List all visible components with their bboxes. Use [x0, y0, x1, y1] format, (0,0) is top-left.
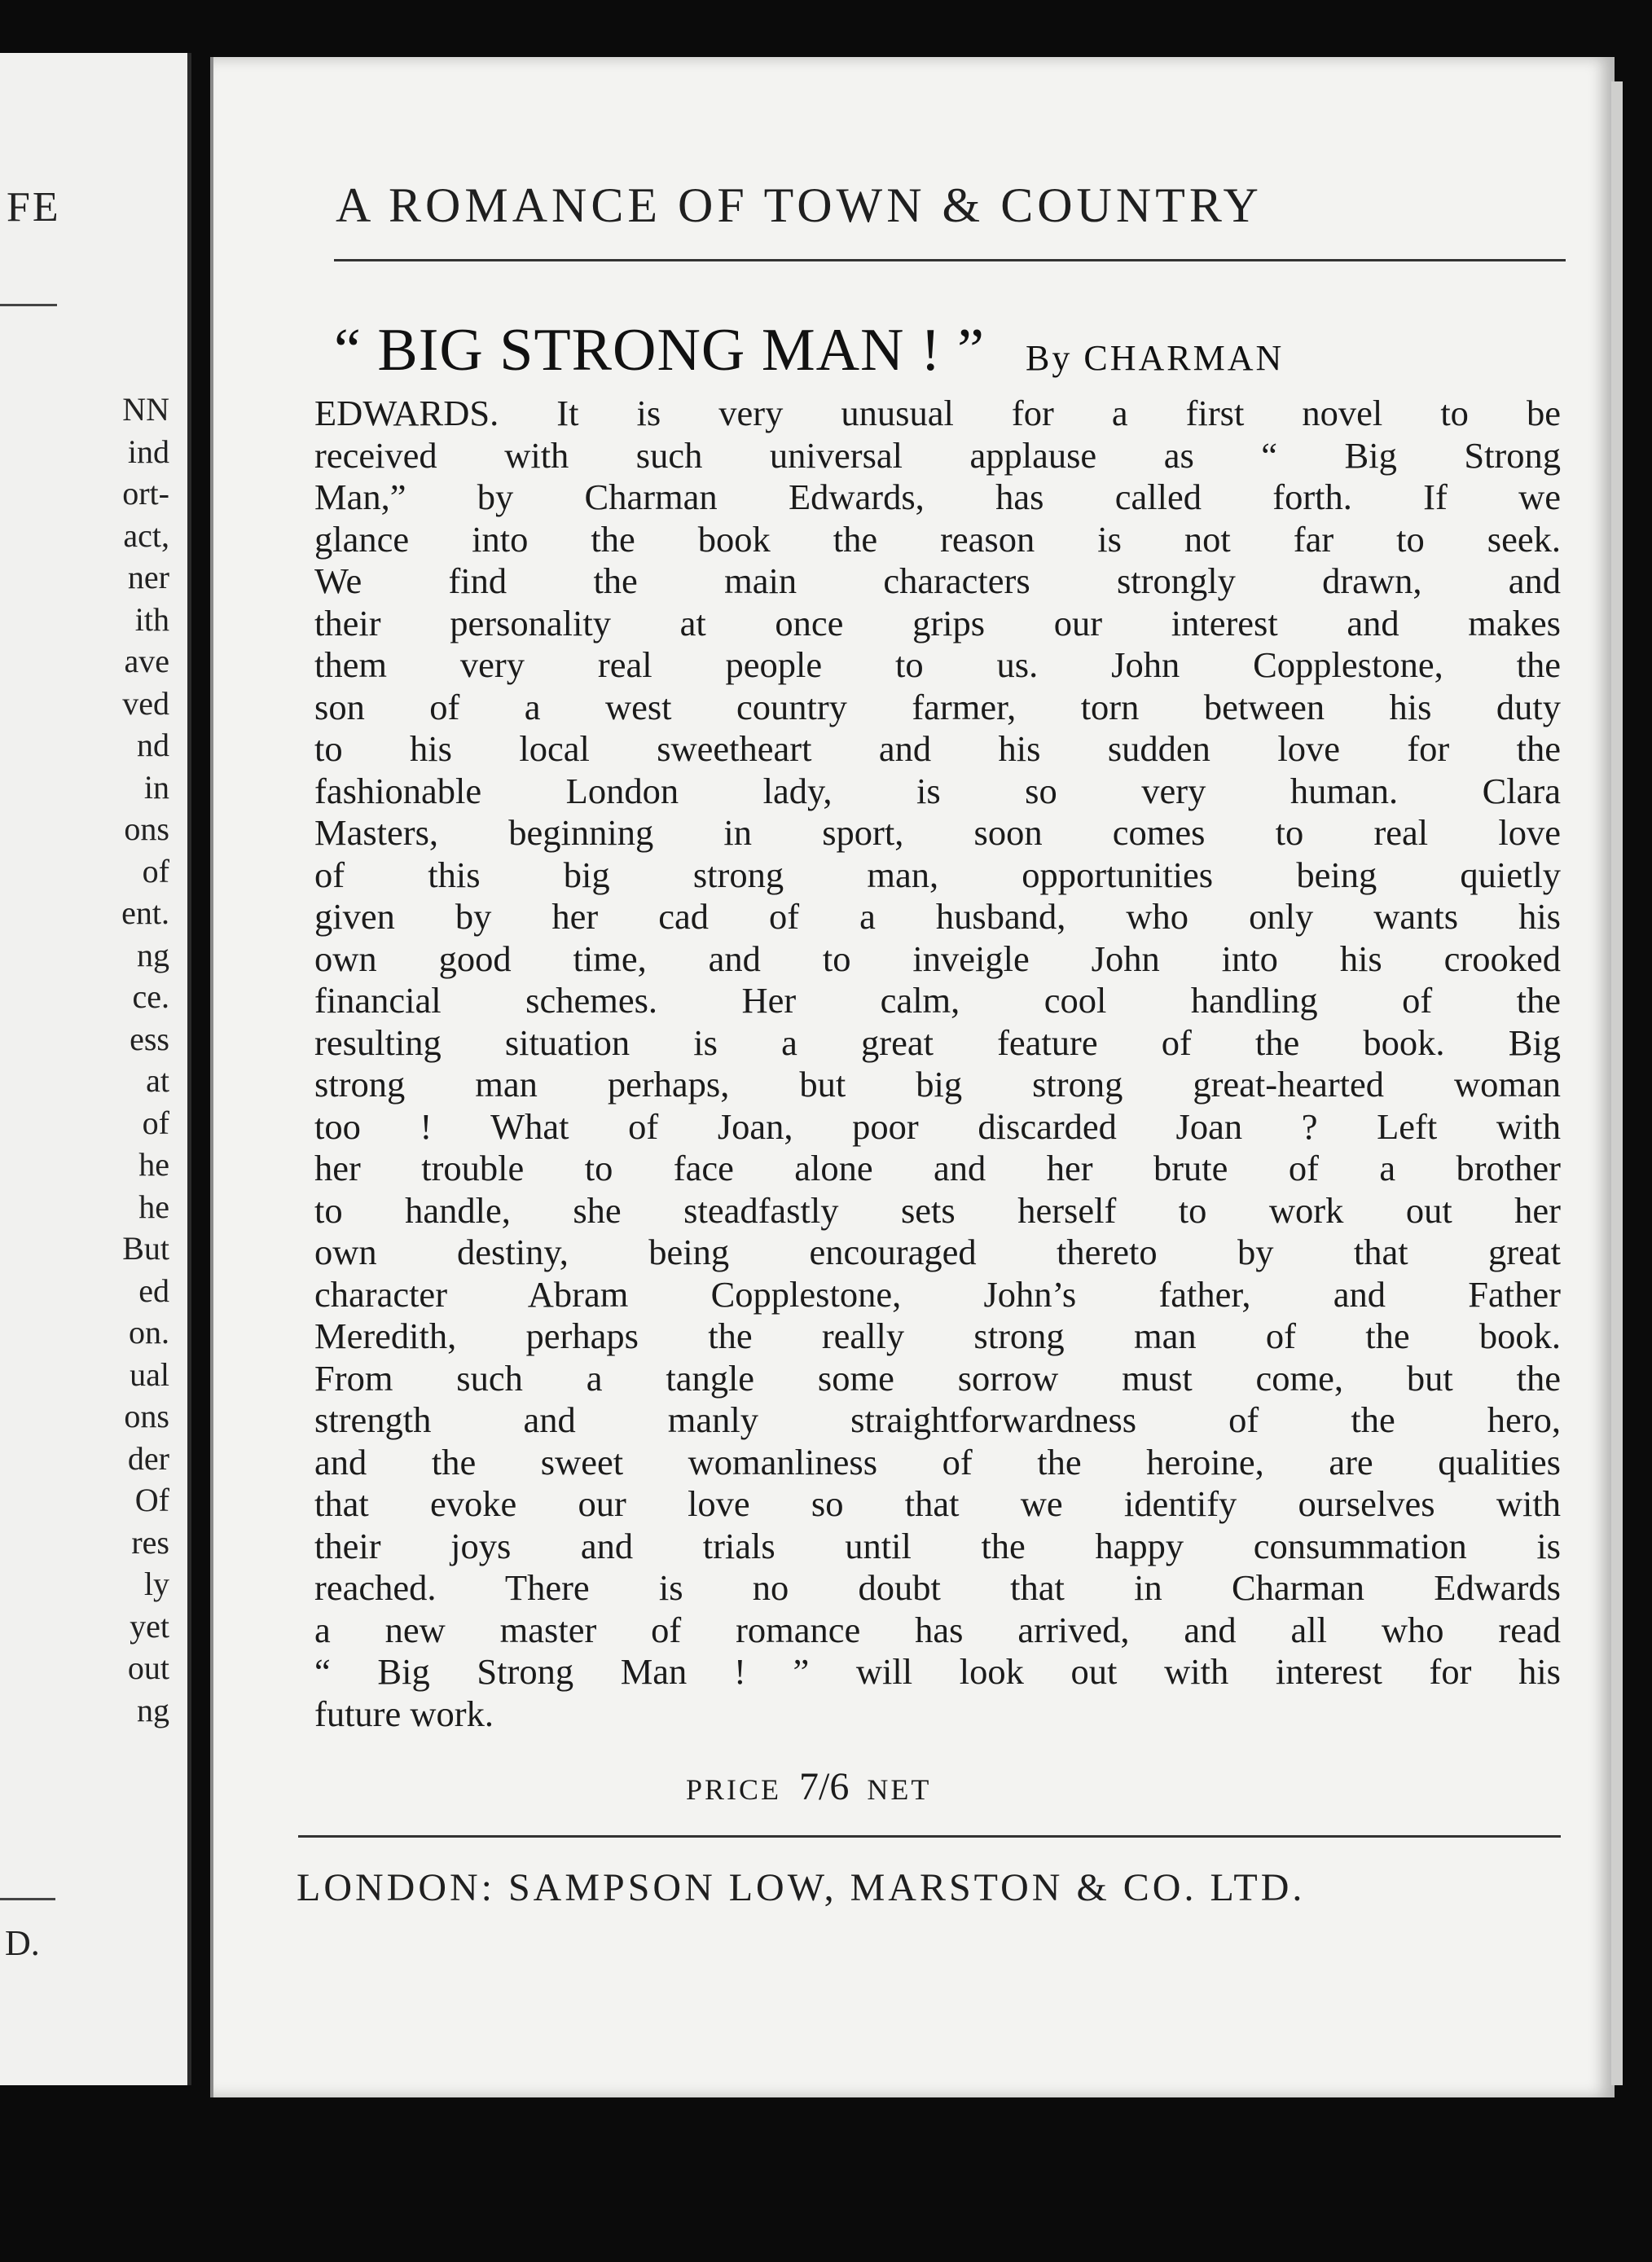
review-body: [314, 393, 1561, 1735]
review-line: too ! What of Joan, poor discarded Joan ? Left with: [314, 1105, 1561, 1147]
left-line-fragment: ed: [138, 1272, 169, 1309]
review-line: fashionable London lady, is so very human. Clara: [314, 770, 1561, 811]
left-line-fragment: in: [143, 768, 169, 806]
publisher-imprint: LONDON: SAMPSON LOW, MARSTON & CO. LTD.: [297, 1866, 1306, 1909]
left-line-fragment: ly: [143, 1566, 169, 1602]
review-line: From such a tangle some sorrow must come, but the: [314, 1357, 1561, 1399]
review-line: financial schemes. Her calm, cool handling of the: [314, 980, 1561, 1021]
left-line-fragment: ons: [124, 1398, 169, 1434]
book-title: “ BIG STRONG MAN ! ”: [334, 317, 985, 384]
review-line: them very real people to us. John Copplestone, the: [314, 644, 1561, 685]
left-line-fragment: Of: [134, 1482, 169, 1518]
review-line: Man,” by Charman Edwards, has called forth. If we: [314, 477, 1561, 517]
review-line: a new master of romance has arrived, and all who read: [314, 1609, 1561, 1650]
review-line: glance into the book the reason is not far to seek.: [314, 518, 1561, 560]
review-line: received with such universal applause as “ Big Strong: [314, 434, 1561, 476]
left-line-fragment: ved: [122, 684, 169, 722]
left-line-fragment: But: [122, 1230, 169, 1267]
review-line: their personality at once grips our interest and makes: [314, 602, 1561, 643]
left-line-fragment: nd: [137, 727, 169, 763]
review-line: EDWARDS. It is very unusual for a first novel to be: [314, 393, 1561, 433]
left-line-fragment: of: [142, 1104, 169, 1141]
review-line: that evoke our love so that we identify ourselves with: [314, 1483, 1561, 1524]
review-line: We find the main characters strongly drawn, and: [314, 560, 1561, 601]
review-line: of this big strong man, opportunities being quietly: [314, 854, 1561, 895]
review-line: and the sweet womanliness of the heroine, are qualities: [314, 1441, 1561, 1482]
left-line-fragment: at: [146, 1062, 169, 1099]
left-line-fragment: of: [142, 852, 169, 889]
left-line-fragment: ng: [137, 1691, 169, 1728]
left-line-fragment: ent.: [121, 894, 169, 931]
left-line-fragment: ess: [130, 1020, 169, 1057]
left-line-fragment: ith: [134, 600, 169, 638]
left-line-fragment: on.: [129, 1314, 169, 1351]
review-line: resulting situation is a great feature of the book. Big: [314, 1021, 1561, 1063]
left-line-fragment: res: [131, 1523, 169, 1561]
left-line-fragment: he: [138, 1188, 169, 1225]
review-line: own good time, and to inveigle John into his crooked: [314, 938, 1561, 979]
left-line-fragment: act,: [123, 516, 169, 554]
left-head-rule: [0, 304, 57, 306]
left-line-fragment: yet: [130, 1607, 169, 1645]
review-line: her trouble to face alone and her brute of a brother: [314, 1148, 1561, 1188]
right-page: [210, 57, 1615, 2097]
review-line: their joys and trials until the happy consummation is: [314, 1525, 1561, 1566]
left-line-fragment: ort-: [122, 475, 169, 512]
review-line: to handle, she steadfastly sets herself to work out her: [314, 1189, 1561, 1231]
running-head: A ROMANCE OF TOWN & COUNTRY: [336, 178, 1263, 232]
left-line-fragment: ons: [124, 810, 169, 847]
page-edge: [1611, 81, 1623, 2085]
left-line-fragment: der: [127, 1439, 169, 1477]
review-line: character Abram Copplestone, John’s father, and Father: [314, 1273, 1561, 1315]
price-label: PRICE: [686, 1773, 782, 1806]
review-line: reached. There is no doubt that in Charman Edwards: [314, 1567, 1561, 1608]
left-line-fragment: out: [127, 1649, 169, 1686]
title-line: [334, 316, 1564, 385]
left-running-head: FE: [7, 184, 61, 231]
left-foot-rule: [0, 1898, 55, 1900]
review-line: strong man perhaps, but big strong great-hearted woman: [314, 1064, 1561, 1105]
left-line-fragment: NN: [122, 391, 169, 428]
left-line-fragment: ave: [124, 643, 169, 679]
review-line: future work.: [314, 1693, 494, 1734]
left-line-fragment: ce.: [132, 978, 169, 1015]
review-line: “ Big Strong Man ! ” will look out with interest for his: [314, 1651, 1561, 1692]
head-rule: [334, 259, 1566, 261]
left-line-fragment: ual: [130, 1355, 169, 1393]
left-line-fragment: he: [138, 1146, 169, 1183]
foot-rule: [298, 1835, 1561, 1838]
review-line: Masters, beginning in sport, soon comes to real love: [314, 812, 1561, 853]
price-amount: 7/6: [799, 1765, 850, 1808]
left-imprint-fragment: D.: [5, 1923, 40, 1963]
left-line-fragment: ner: [127, 559, 169, 595]
review-line: son of a west country farmer, torn between his duty: [314, 686, 1561, 727]
review-line: strength and manly straightforwardness of the hero,: [314, 1399, 1561, 1440]
byline: By CHARMAN: [1026, 338, 1285, 378]
review-line: to his local sweetheart and his sudden love for the: [314, 728, 1561, 769]
price-line: [686, 1764, 931, 1809]
left-page-fragment: [0, 53, 191, 2085]
left-line-fragment: ind: [127, 433, 169, 470]
review-line: own destiny, being encouraged thereto by that great: [314, 1232, 1561, 1272]
left-line-fragment: ng: [137, 936, 169, 973]
review-line: Meredith, perhaps the really strong man of the book.: [314, 1315, 1561, 1356]
review-line: given by her cad of a husband, who only wants his: [314, 896, 1561, 937]
price-suffix: NET: [867, 1773, 932, 1806]
